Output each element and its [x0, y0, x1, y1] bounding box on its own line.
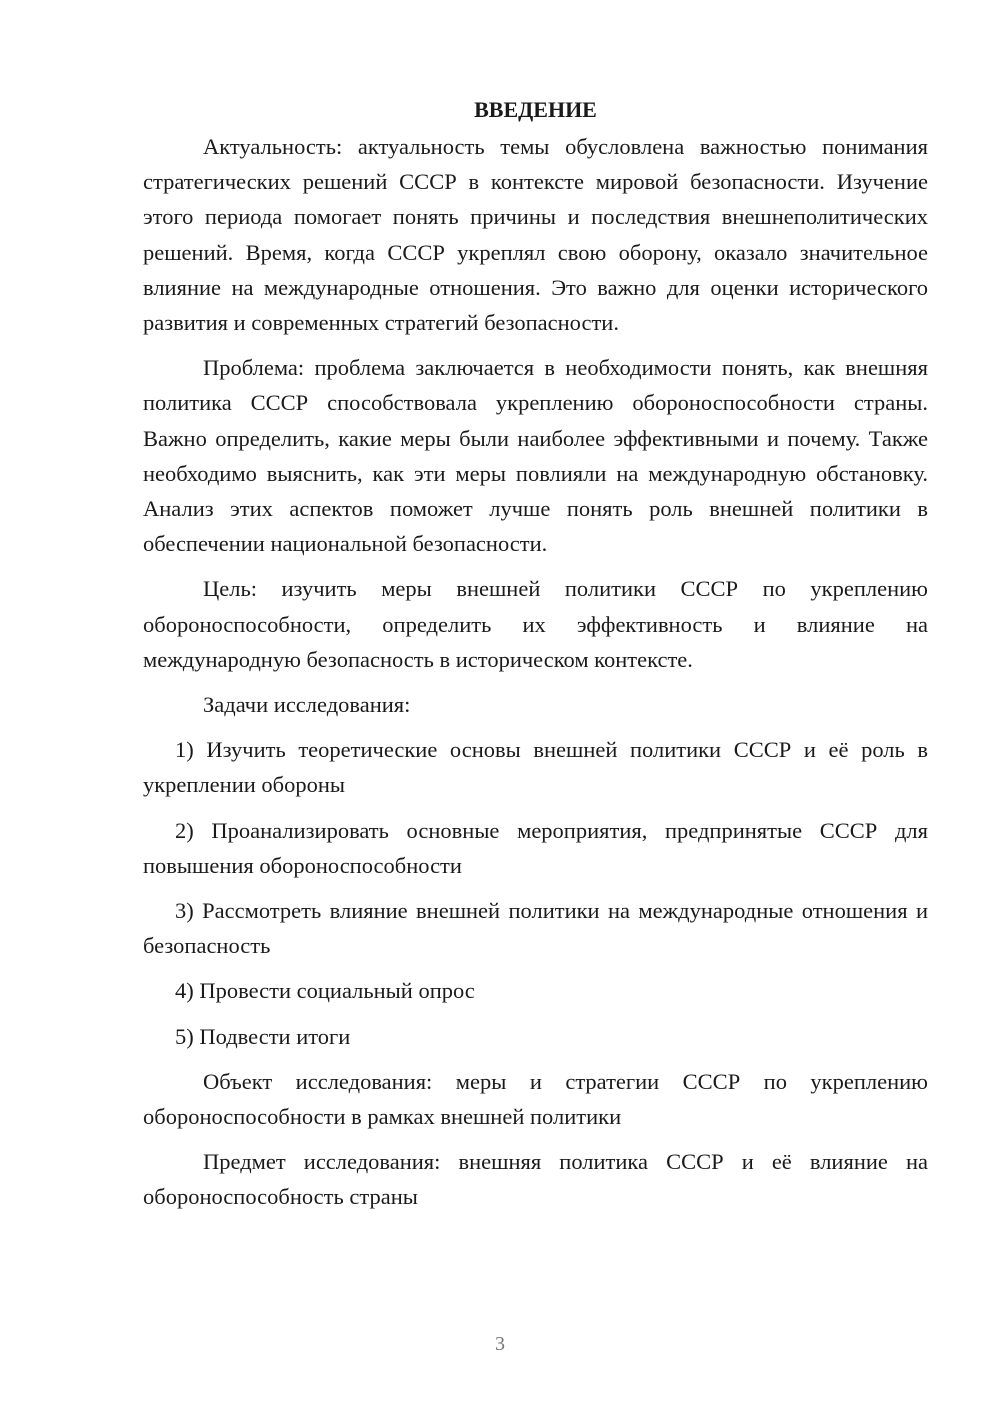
- document-page: [143, 92, 928, 1225]
- task-item-2: 2) Проанализировать основные мероприятия, предпринятые СССР для повышения обороноспособности: [143, 817, 928, 878]
- task-item-5: 5) Подвести итоги: [175, 1023, 351, 1049]
- paragraph-subject: Предмет исследования: внешняя политика СССР и её влияние на обороноспособность страны: [143, 1149, 928, 1210]
- paragraph-relevance: Актуальность: актуальность темы обусловлена важностью понимания стратегических решений СССР в контексте мировой безопасности. Изучение этого периода помогает понять причины и последствия внешнеполитических решений. Время, когда СССР укреплял свою оборону, оказало значительное влияние на международные отношения. Это важно для оценки исторического развития и современных стратегий безопасности.: [143, 134, 928, 336]
- tasks-heading: Задачи исследования:: [203, 692, 411, 718]
- paragraph-object: Объект исследования: меры и стратегии СССР по укреплению обороноспособности в рамках внешней политики: [143, 1068, 928, 1130]
- paragraph-problem: Проблема: проблема заключается в необходимости понять, как внешняя политика СССР способствовала укреплению обороноспособности страны. Важно определить, какие меры были наиболее эффективными и почему. Также необходимо выяснить, как эти меры повлияли на международную обстановку. Анализ этих аспектов поможет лучше понять роль внешней политики в обеспечении национальной безопасности.: [143, 355, 928, 557]
- paragraph-goal: Цель: изучить меры внешней политики СССР по укреплению обороноспособности, определить их эффективность и влияние на международную безопасность в историческом контексте.: [143, 576, 928, 672]
- task-item-4: 4) Провести социальный опрос: [175, 978, 475, 1004]
- task-item-3: 3) Рассмотреть влияние внешней политики на международные отношения и безопасность: [143, 898, 928, 959]
- page-number: 3: [495, 1333, 505, 1355]
- task-item-1: 1) Изучить теоретические основы внешней политики СССР и её роль в укреплении обороны: [143, 737, 928, 798]
- section-title: ВВЕДЕНИЕ: [474, 97, 597, 122]
